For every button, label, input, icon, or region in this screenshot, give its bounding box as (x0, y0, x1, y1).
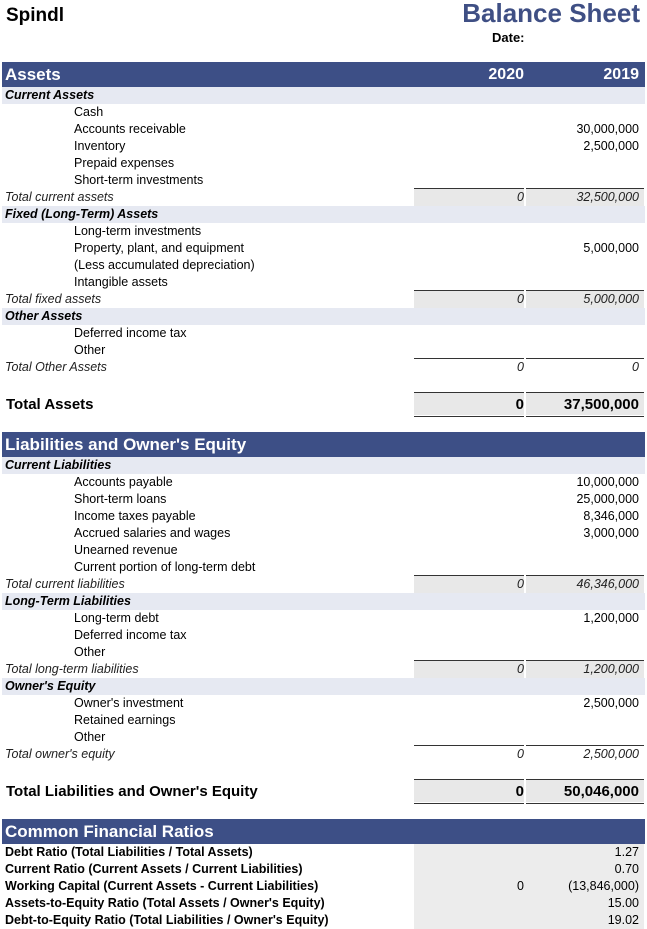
ratio-row (2, 878, 645, 895)
line-item-row (2, 155, 645, 172)
group-fixed-assets (2, 206, 645, 223)
total-label: Total current assets (5, 190, 114, 204)
total-2019: 5,000,000 (583, 292, 639, 306)
year-2020-header: 2020 (488, 66, 524, 83)
group-other-assets (2, 308, 645, 325)
line-item-row (2, 644, 645, 661)
ratio-row (2, 895, 645, 912)
line-item-label: Debt Ratio (Total Liabilities / Total Assets) (5, 845, 253, 859)
total-label: Total current liabilities (5, 577, 125, 591)
brand-name: Spindl (6, 5, 65, 26)
value-2019: (13,846,000) (568, 879, 639, 893)
line-item-label: Working Capital (Current Assets - Current Liabilities) (5, 879, 319, 893)
line-item-label: Deferred income tax (74, 628, 187, 642)
group-label: Current Liabilities (5, 458, 112, 472)
line-item-row (2, 257, 645, 274)
ratio-items (2, 844, 645, 929)
total-2020: 0 (517, 662, 524, 676)
line-item-row (2, 240, 645, 257)
line-item-label: Accrued salaries and wages (74, 526, 231, 540)
fixed-assets-items (2, 223, 645, 291)
line-item-row (2, 695, 645, 712)
total-owners-equity-row (2, 746, 645, 763)
line-item-row (2, 474, 645, 491)
line-item-label: Other (74, 730, 106, 744)
total-other-assets-row (2, 359, 645, 376)
value-2019: 2,500,000 (583, 696, 639, 710)
line-item-row (2, 542, 645, 559)
total-2020: 0 (517, 190, 524, 204)
total-current-liabilities-row (2, 576, 645, 593)
current-assets-items (2, 104, 645, 189)
grand-total-2019: 50,046,000 (563, 783, 639, 800)
group-label: Owner's Equity (5, 679, 96, 693)
line-item-label: Intangible assets (74, 275, 168, 289)
balance-sheet-table (2, 62, 645, 929)
total-label: Total Other Assets (5, 360, 107, 374)
value-2019: 3,000,000 (583, 526, 639, 540)
total-assets-row (2, 393, 645, 415)
grand-total-2019: 37,500,000 (563, 396, 639, 413)
group-owners-equity (2, 678, 645, 695)
line-item-label: Assets-to-Equity Ratio (Total Assets / Owner's Equity) (5, 896, 325, 910)
value-2019: 30,000,000 (576, 122, 639, 136)
line-item-row (2, 491, 645, 508)
grand-total-label: Total Assets (6, 396, 94, 413)
total-label: Total owner's equity (5, 747, 115, 761)
value-2019: 25,000,000 (576, 492, 639, 506)
owners-equity-items (2, 695, 645, 746)
ratio-row (2, 912, 645, 929)
total-longterm-liabilities-row (2, 661, 645, 678)
liabilities-header (2, 432, 645, 457)
liabilities-title: Liabilities and Owner's Equity (5, 435, 247, 454)
value-2019: 2,500,000 (583, 139, 639, 153)
line-item-row (2, 712, 645, 729)
group-label: Fixed (Long-Term) Assets (5, 207, 159, 221)
line-item-row (2, 172, 645, 189)
value-2019: 0.70 (614, 862, 639, 876)
value-2019: 1,200,000 (583, 611, 639, 625)
line-item-row (2, 342, 645, 359)
group-label: Other Assets (5, 309, 83, 323)
line-item-row (2, 729, 645, 746)
line-item-label: Accounts receivable (74, 122, 186, 136)
line-item-label: Long-term debt (74, 611, 159, 625)
line-item-label: Income taxes payable (74, 509, 196, 523)
group-current-liabilities (2, 457, 645, 474)
assets-header (2, 62, 645, 87)
line-item-row (2, 525, 645, 542)
page-title: Balance Sheet (462, 0, 640, 28)
value-2019: 5,000,000 (583, 241, 639, 255)
line-item-row (2, 610, 645, 627)
current-liabilities-items (2, 474, 645, 576)
total-2019: 0 (632, 360, 639, 374)
line-item-label: Debt-to-Equity Ratio (Total Liabilities / Owner's Equity) (5, 913, 329, 927)
other-assets-items (2, 325, 645, 359)
line-item-row (2, 104, 645, 121)
line-item-label: Current Ratio (Current Assets / Current Liabilities) (5, 862, 303, 876)
total-2020: 0 (517, 292, 524, 306)
year-2019-header: 2019 (603, 66, 639, 83)
group-label: Long-Term Liabilities (5, 594, 131, 608)
line-item-label: Prepaid expenses (74, 156, 175, 170)
value-2019: 19.02 (607, 913, 639, 927)
value-2019: 1.27 (614, 845, 639, 859)
line-item-label: Long-term investments (74, 224, 202, 238)
ratio-row (2, 861, 645, 878)
group-current-assets (2, 87, 645, 104)
line-item-label: Retained earnings (74, 713, 176, 727)
line-item-label: Inventory (74, 139, 126, 153)
line-item-label: Other (74, 343, 106, 357)
line-item-row (2, 325, 645, 342)
value-2019: 10,000,000 (576, 475, 639, 489)
line-item-row (2, 274, 645, 291)
total-current-assets-row (2, 189, 645, 206)
group-label: Current Assets (5, 88, 95, 102)
total-2019: 2,500,000 (583, 747, 639, 761)
total-2020: 0 (517, 577, 524, 591)
ratio-row (2, 844, 645, 861)
line-item-label: (Less accumulated depreciation) (74, 258, 255, 272)
line-item-label: Short-term loans (74, 492, 167, 506)
value-2019: 15.00 (607, 896, 639, 910)
total-label: Total fixed assets (5, 292, 102, 306)
line-item-label: Deferred income tax (74, 326, 187, 340)
grand-total-2020: 0 (515, 396, 524, 413)
line-item-label: Other (74, 645, 106, 659)
line-item-label: Owner's investment (74, 696, 184, 710)
line-item-label: Unearned revenue (74, 543, 178, 557)
total-2020: 0 (517, 747, 524, 761)
total-2019: 1,200,000 (583, 662, 639, 676)
grand-total-2020: 0 (515, 783, 524, 800)
line-item-row (2, 559, 645, 576)
group-longterm-liabilities (2, 593, 645, 610)
total-fixed-assets-row (2, 291, 645, 308)
date-label: Date: (492, 30, 525, 45)
ratios-title: Common Financial Ratios (5, 822, 214, 841)
assets-title: Assets (5, 65, 61, 84)
total-label: Total long-term liabilities (5, 662, 139, 676)
line-item-label: Current portion of long-term debt (74, 560, 256, 574)
line-item-label: Short-term investments (74, 173, 204, 187)
total-2019: 46,346,000 (576, 577, 639, 591)
line-item-row (2, 508, 645, 525)
total-2020: 0 (517, 360, 524, 374)
line-item-row (2, 138, 645, 155)
grand-total-label: Total Liabilities and Owner's Equity (6, 783, 258, 800)
ratios-header (2, 819, 645, 844)
line-item-row (2, 223, 645, 240)
total-liabilities-equity-row (2, 780, 645, 802)
longterm-liabilities-items (2, 610, 645, 661)
line-item-label: Cash (74, 105, 104, 119)
value-2019: 8,346,000 (583, 509, 639, 523)
line-item-row (2, 627, 645, 644)
line-item-row (2, 121, 645, 138)
line-item-label: Property, plant, and equipment (74, 241, 245, 255)
total-2019: 32,500,000 (576, 190, 639, 204)
value-2020: 0 (517, 879, 524, 893)
line-item-label: Accounts payable (74, 475, 173, 489)
